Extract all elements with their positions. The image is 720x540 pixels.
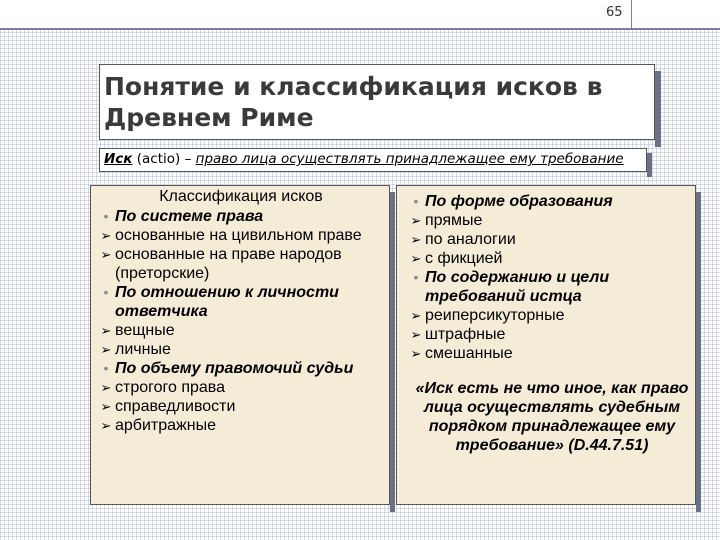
arrow-bullet-icon: ➢ xyxy=(100,380,112,395)
arrow-bullet-icon: ➢ xyxy=(410,213,422,228)
arrow-bullet-icon: ➢ xyxy=(410,308,422,323)
page-number-divider xyxy=(631,0,632,28)
list-item: ➢ арбитражные xyxy=(100,417,216,434)
arrow-bullet-icon: ➢ xyxy=(100,399,112,414)
list-item: • По содержанию и цели требований истца xyxy=(407,268,691,306)
list-item: ➢ смешанные xyxy=(410,345,513,362)
arrow-bullet-icon: ➢ xyxy=(410,346,422,361)
definition-text: право лица осуществлять принадлежащее ему требование xyxy=(195,151,624,167)
list-item: ➢ с фикцией xyxy=(410,250,503,267)
arrow-bullet-icon: ➢ xyxy=(100,228,112,243)
page-number: 65 xyxy=(606,5,623,20)
bullet-icon: • xyxy=(103,284,109,300)
classification-right-column xyxy=(396,185,696,505)
arrow-bullet-icon: ➢ xyxy=(410,251,422,266)
list-item: • По системе права xyxy=(97,207,385,226)
top-bar xyxy=(0,0,720,28)
bullet-icon: • xyxy=(103,360,109,376)
digest-quote: «Иск есть не что иное, как право лица осуществлять судебным порядком принадлежащее ему требование» (D.44.7.51) xyxy=(415,380,689,454)
top-bar-line xyxy=(0,28,720,30)
arrow-bullet-icon: ➢ xyxy=(410,327,422,342)
bullet-icon: • xyxy=(103,208,109,224)
arrow-bullet-icon: ➢ xyxy=(410,232,422,247)
definition-term: Иск xyxy=(104,151,133,167)
list-item: ➢ справедливости xyxy=(100,398,236,415)
list-item: ➢ по аналогии xyxy=(410,231,516,248)
list-item: • По форме образования xyxy=(407,192,691,211)
list-item: • По отношению к личности ответчика xyxy=(97,283,385,321)
definition-latin: (actio) – xyxy=(132,151,196,167)
list-item: ➢ реиперсикуторные xyxy=(410,307,565,324)
arrow-bullet-icon: ➢ xyxy=(100,418,112,433)
arrow-bullet-icon: ➢ xyxy=(100,247,112,262)
column-heading: Классификация исков xyxy=(159,188,323,205)
list-item: ➢ вещные xyxy=(100,322,175,339)
classification-left-column xyxy=(90,185,390,505)
list-item: ➢ основанные на праве народов (преторские) xyxy=(100,246,342,282)
slide-title: Понятие и классификация исков в Древнем Риме xyxy=(104,72,603,132)
slide-title-box xyxy=(99,64,655,140)
arrow-bullet-icon: ➢ xyxy=(100,342,112,357)
list-item: ➢ строгого права xyxy=(100,379,226,396)
list-item: ➢ основанные на цивильном праве xyxy=(100,227,362,244)
list-item: ➢ прямые xyxy=(410,212,483,229)
bullet-icon: • xyxy=(413,269,419,285)
arrow-bullet-icon: ➢ xyxy=(100,323,112,338)
list-item: ➢ личные xyxy=(100,341,171,358)
bullet-icon: • xyxy=(413,193,419,209)
list-item: • По объему правомочий судьи xyxy=(97,359,385,378)
definition-box xyxy=(99,148,647,172)
list-item: ➢ штрафные xyxy=(410,326,506,343)
